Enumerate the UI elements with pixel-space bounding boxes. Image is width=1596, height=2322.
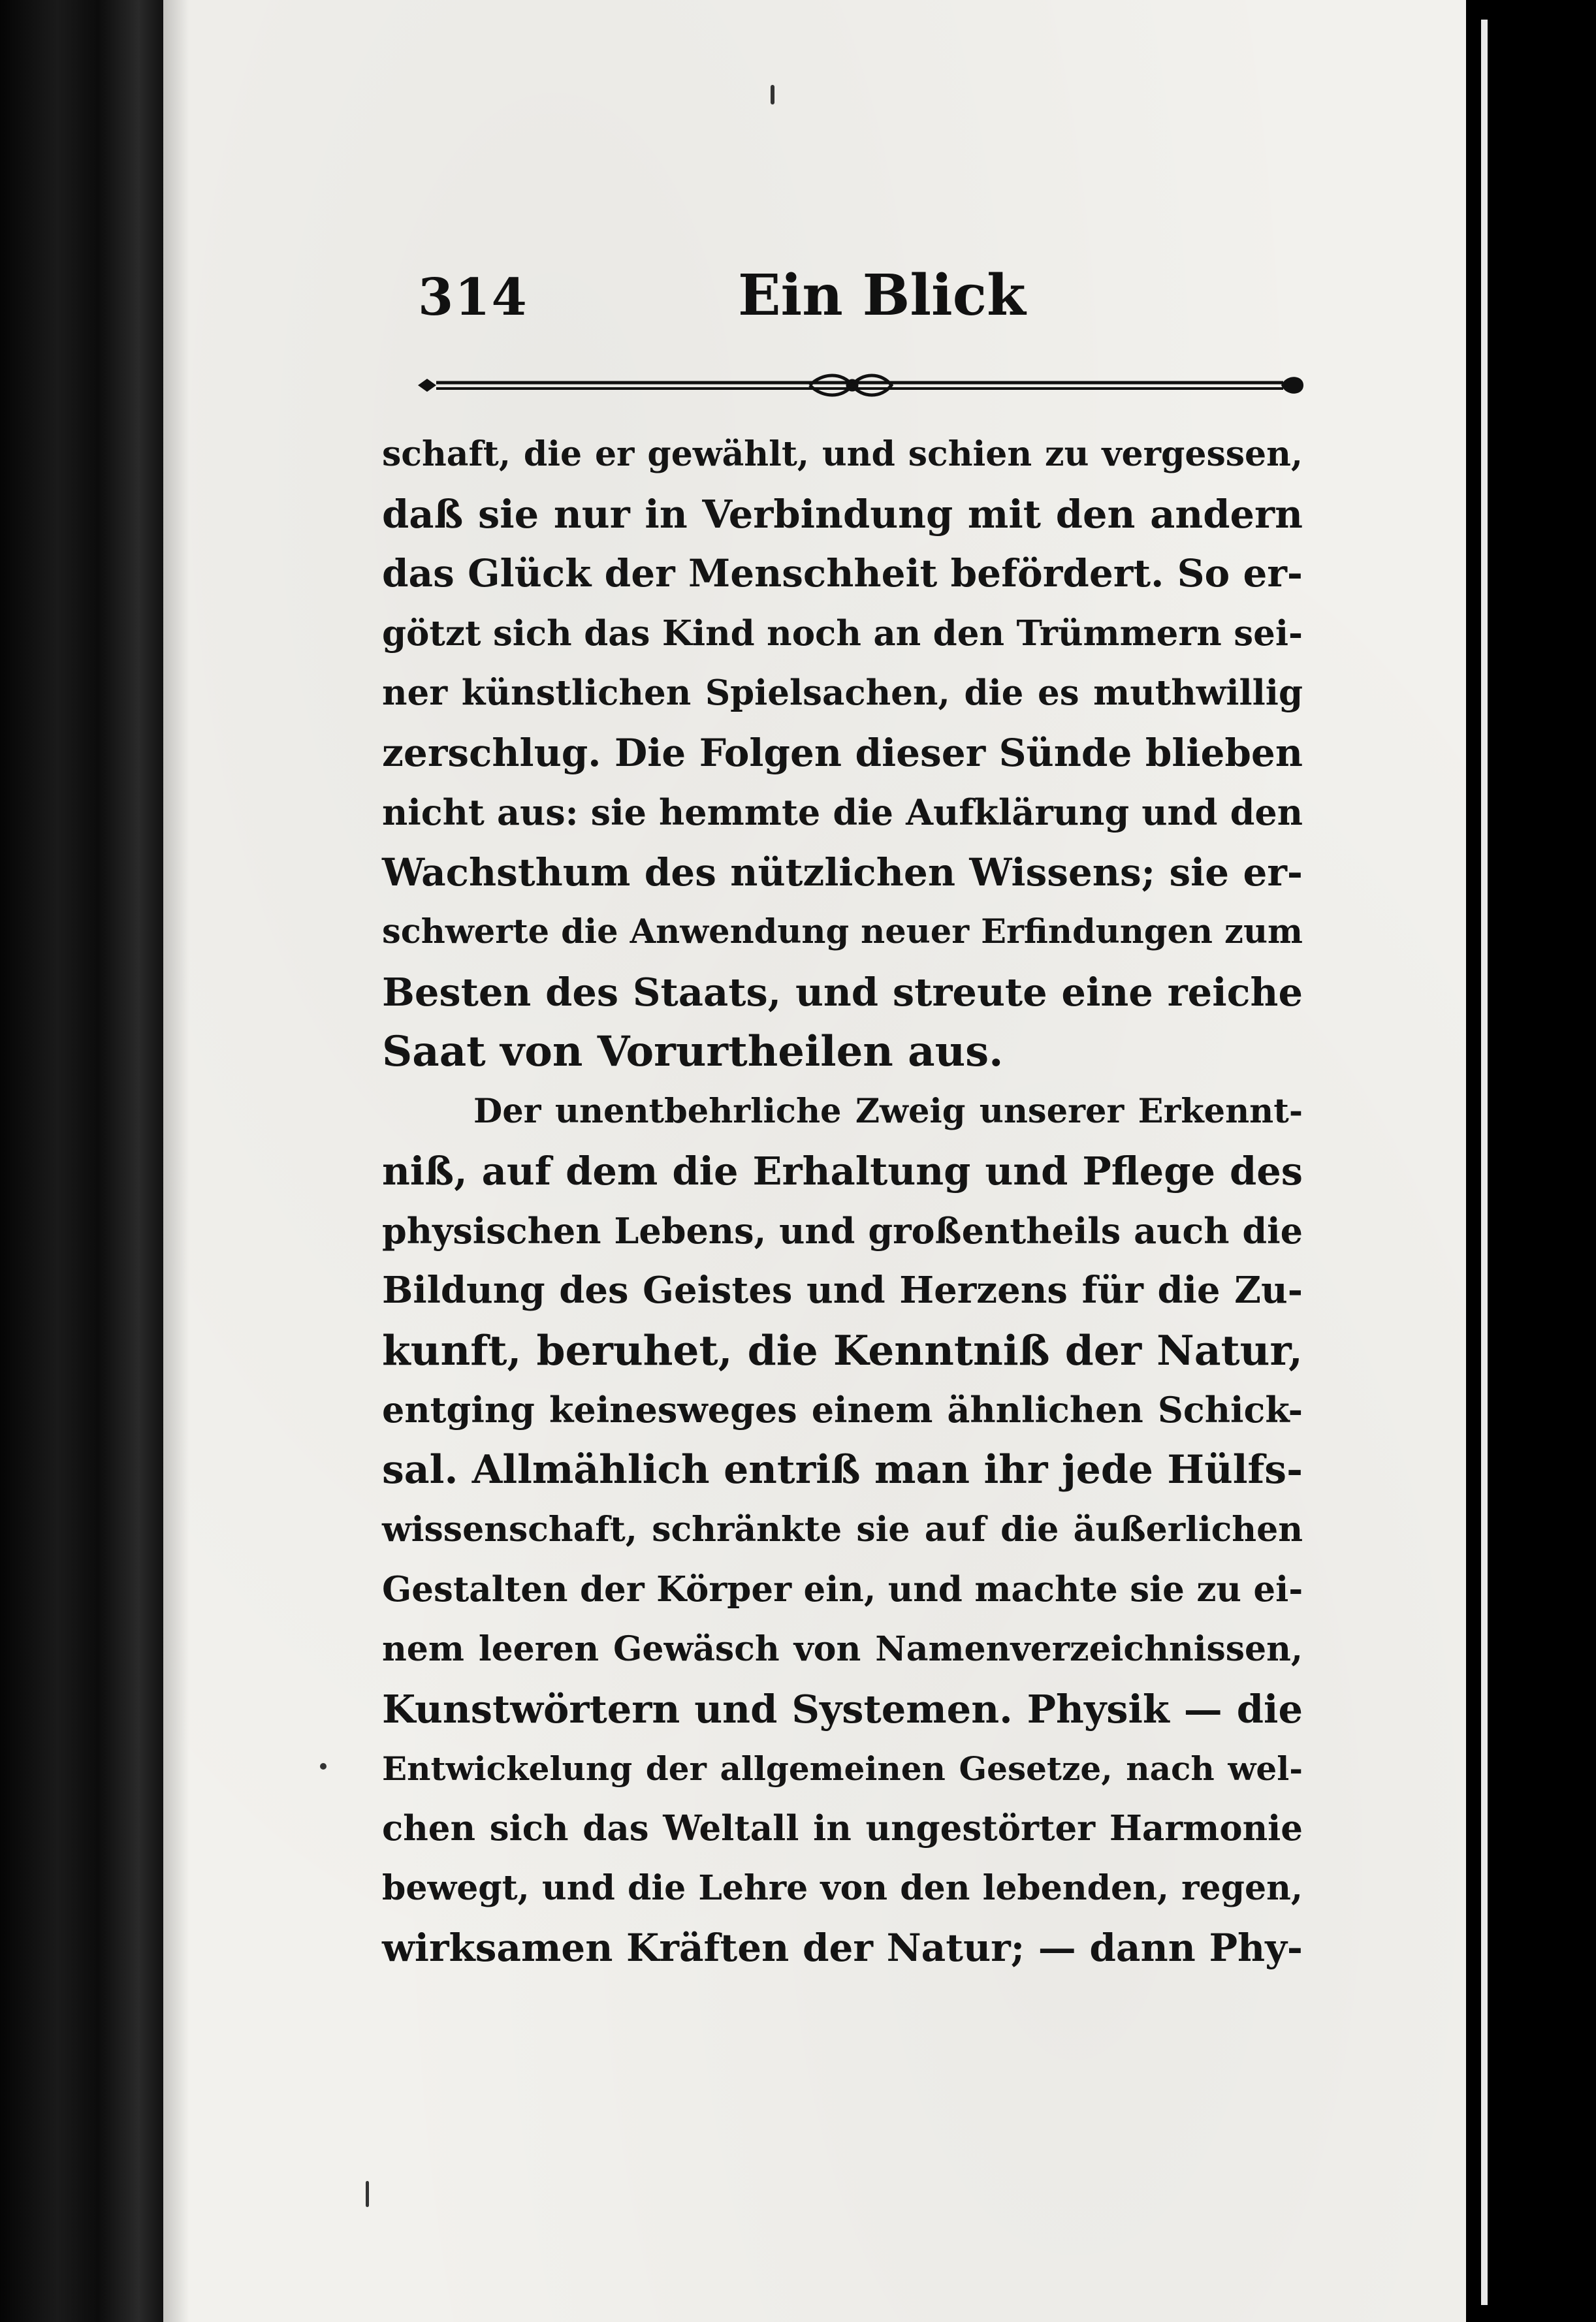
text-line: sal. Allmählich entriß man ihr jede Hülfs- — [382, 1446, 1303, 1493]
page-number: 314 — [418, 268, 528, 327]
text-line: ner künstlichen Spielsachen, die es muthwillig — [382, 673, 1303, 713]
text-line: götzt sich das Kind noch an den Trümmern sei- — [382, 612, 1303, 654]
text-line: entging keinesweges einem ähnlichen Schick- — [382, 1389, 1303, 1431]
text-line: Entwickelung der allgemeinen Gesetze, nach wel- — [382, 1749, 1303, 1788]
text-line: Besten des Staats, und streute eine reiche — [382, 969, 1303, 1015]
text-line: schwerte die Anwendung neuer Erfindungen zum — [382, 912, 1303, 951]
text-line: bewegt, und die Lehre von den lebenden, regen, — [382, 1868, 1303, 1908]
text-line: kunft, beruhet, die Kenntniß der Natur, — [382, 1326, 1303, 1375]
text-line: Gestalten der Körper ein, und machte sie zu ei- — [382, 1568, 1303, 1610]
page-header — [418, 248, 1319, 326]
text-line: nicht aus: sie hemmte die Aufklärung und den — [382, 791, 1303, 833]
text-line: Bildung des Geistes und Herzens für die Zu- — [382, 1269, 1303, 1312]
facing-page-border — [1481, 20, 1488, 2305]
text-line: physischen Lebens, und großentheils auch die — [382, 1209, 1303, 1252]
rule-left-terminal — [418, 379, 436, 392]
text-line: Saat von Vorurtheilen aus. — [382, 1027, 1004, 1076]
text-line: nem leeren Gewäsch von Namenverzeichnissen, — [382, 1629, 1303, 1669]
scan-speck — [320, 1763, 327, 1770]
text-line: Der unentbehrliche Zweig unserer Erkennt- — [473, 1091, 1303, 1131]
page-gutter-shadow — [163, 0, 189, 2322]
text-line: wissenschaft, schränkte sie auf die äußerlichen — [382, 1510, 1303, 1550]
text-line: schaft, die er gewählt, und schien zu vergessen, — [382, 434, 1303, 474]
ornamental-rule — [418, 366, 1306, 405]
text-line: Kunstwörtern und Systemen. Physik — die — [382, 1686, 1303, 1732]
text-line: chen sich das Weltall in ungestörter Harmonie — [382, 1807, 1303, 1849]
body-text — [382, 424, 1303, 1978]
text-line: daß sie nur in Verbindung mit den andern — [382, 491, 1303, 537]
rule-center-flourish — [810, 375, 891, 395]
text-line: wirksamen Kräften der Natur; — dann Phy- — [382, 1925, 1303, 1970]
text-line: niß, auf dem die Erhaltung und Pflege des — [382, 1149, 1303, 1194]
rule-right-terminal — [1281, 377, 1303, 394]
scan-speck — [366, 2181, 369, 2207]
text-line: Wachsthum des nützlichen Wissens; sie er- — [382, 850, 1303, 895]
book-binding-edge — [0, 0, 163, 2322]
scan-speck — [771, 85, 774, 104]
text-line: das Glück der Menschheit befördert. So er- — [382, 551, 1303, 596]
text-line: zerschlug. Die Folgen dieser Sünde blieben — [382, 730, 1303, 775]
running-head: Ein Blick — [738, 262, 1026, 328]
